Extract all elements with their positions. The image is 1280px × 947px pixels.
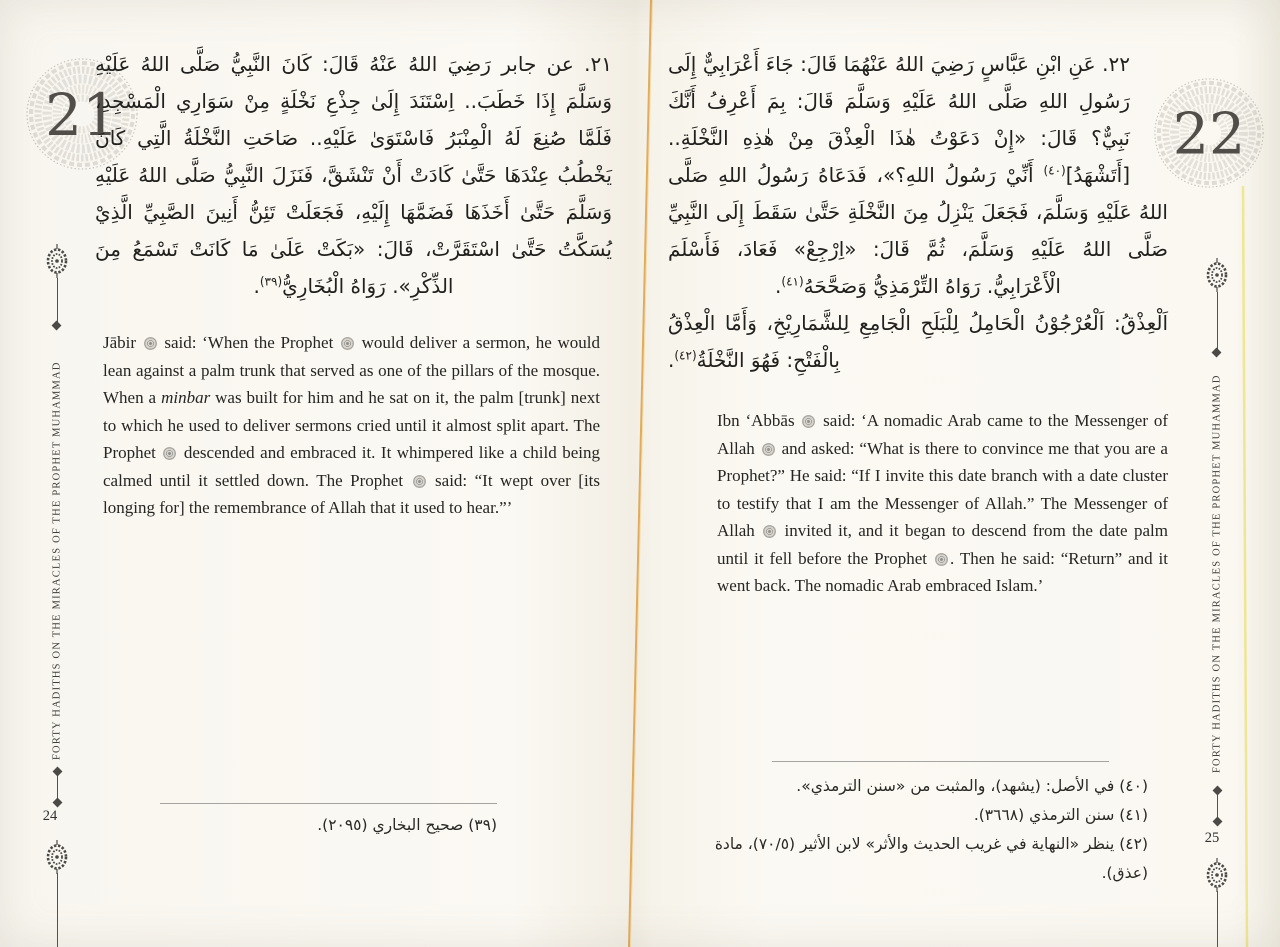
footnote-divider <box>160 803 497 804</box>
footnote: (٤٢) ينظر «النهاية في غريب الحديث والأثر» لابن الأثير (٧٠/٥)، مادة (عذق). <box>714 835 1148 882</box>
footnote-divider <box>772 761 1109 762</box>
honorific-seal-icon <box>144 337 157 350</box>
footnote-marker: (٣٩) <box>259 274 283 289</box>
english-translation: Jābir said: ‘When the Prophet would deliver a sermon, he would lean against a palm trunk that served as one of the pillars of the mosque. When a minbar was built for him and he sat on it, the palm [trunk] next to which he used to deliver sermons cried until it almost split apart. The Prophet descended and embraced it. It whimpered like a child being calmed until it settled down. The Prophet said: “It wept over [its longing for] the remembrance of Allah that it used to hear.”’ <box>103 333 601 517</box>
footnote-marker: (٤٠) <box>1043 163 1066 178</box>
honorific-seal-icon <box>163 447 176 460</box>
sidebar-book-title: FORTY HADITHS ON THE MIRACLES OF THE PROPHET MUHAMMAD <box>1211 374 1223 774</box>
page-number: 24 <box>42 808 58 824</box>
honorific-seal-icon <box>341 337 354 350</box>
footnote: (٤٠) في الأصل: (يشهد)، والمثبت من «سنن الترمذي». <box>796 777 1148 795</box>
rosette-ornament-icon <box>44 244 70 278</box>
footnote: (٤١) سنن الترمذي (٣٦٦٨). <box>973 806 1148 824</box>
footnote-marker: (٤٢) <box>674 348 697 363</box>
ornament-stem <box>1217 292 1219 350</box>
right-page-text-column <box>668 46 1168 600</box>
english-translation: Ibn ‘Abbās said: ‘A nomadic Arab came to the Messenger of Allah and asked: “What is there to convince me that you are a Prophet?” He said: “If I invite this date branch with a date cluster to testify that I am the Messenger of Allah.” The Messenger of Allah invited it, and it began to descend from the date palm until it fell before the Prophet . Then he said: “Return” and it went back. The nomadic Arab embraced Islam.’ <box>717 411 1168 595</box>
arabic-gloss-text: اَلْعِذْقُ: اَلْعُرْجُوْنُ الْحَامِلُ لِلْبَلَحِ الْجَامِعِ لِلشَّمَارِيْخِ، وَأَمَّا الْعِذْقُ بِالْفَتْحِ: فَهُوَ النَّخْلَةُ$^{(٤٢)}$. <box>668 311 1168 372</box>
rosette-ornament-icon <box>44 840 70 874</box>
diamond-ornament-icon <box>1212 786 1222 796</box>
hadith-22-medallion <box>1152 76 1266 195</box>
diamond-ornament-icon <box>1212 817 1222 827</box>
ornament-stem <box>57 278 59 324</box>
page-number: 25 <box>1204 830 1220 846</box>
hadith-number: 22 <box>1172 101 1246 168</box>
honorific-seal-icon <box>802 415 815 428</box>
arabic-hadith-text: ٢١. عن جابر رَضِيَ اللهُ عَنْهُ قَالَ: كَانَ النَّبِيُّ صَلَّى اللهُ عَلَيْهِ وَسَلَّمَ إِذَا خَطَبَ.. اِسْتَنَدَ إِلَىٰ جِذْعِ نَخْلَةٍ مِنْ سَوَارِي الْمَسْجِدِ، فَلَمَّا صُنِعَ لَهُ الْمِنْبَرُ فَاسْتَوَىٰ عَلَيْهِ.. صَاحَتِ النَّخْلَةُ الَّتِي كَانَ يَخْطُبُ عِنْدَهَا حَتَّىٰ كَادَتْ أَنْ تَنْشَقَّ، فَنَزَلَ النَّبِيُّ صَلَّى اللهُ عَلَيْهِ وَسَلَّمَ حَتَّىٰ أَخَذَهَا فَضَمَّهَا إِلَيْهِ، فَجَعَلَتْ تَئِنُّ أَنِينَ الصَّبِيِّ الَّذِيْ يُسَكَّتُ حَتَّىٰ اسْتَقَرَّتْ، قَالَ: «بَكَتْ عَلَىٰ مَا كَانَتْ تَسْمَعُ مِنَ الذِّكْرِ». رَوَاهُ الْبُخَارِيُّ$^{(٣٩)}$. <box>95 52 612 298</box>
ornament-stem <box>1217 891 1219 947</box>
diamond-ornament-icon <box>52 798 62 808</box>
sidebar-book-title: FORTY HADITHS ON THE MIRACLES OF THE PROPHET MUHAMMAD <box>51 361 63 761</box>
footnote-block <box>690 772 1148 888</box>
footnote-marker: (٤١) <box>781 274 804 289</box>
footnote: (٣٩) صحيح البخاري (٢٠٩٥). <box>317 816 497 834</box>
honorific-seal-icon <box>763 525 776 538</box>
ornament-stem <box>57 873 59 947</box>
rosette-ornament-icon <box>1204 858 1230 892</box>
medallion-ornament <box>1152 76 1266 190</box>
gutter-highlight-line <box>631 0 653 947</box>
honorific-seal-icon <box>762 443 775 456</box>
rosette-ornament-icon <box>1204 258 1230 292</box>
diamond-ornament-icon <box>52 767 62 777</box>
diamond-ornament-icon <box>1212 348 1222 358</box>
page-edge-line <box>1243 186 1247 947</box>
arabic-hadith-text: ٢٢. عَنِ ابْنِ عَبَّاسٍ رَضِيَ اللهُ عَنْهُمَا قَالَ: جَاءَ أَعْرَابِيٌّ إِلَى رَسُولِ اللهِ صَلَّى اللهُ عَلَيْهِ وَسَلَّمَ قَالَ: بِمَ أَعْرِفُ أَنَّكَ نَبِيٌّ؟ قَالَ: «إِنْ دَعَوْتُ هٰذَا الْعِذْقَ مِنْ هٰذِهِ النَّخْلَةِ.. [أَتَشْهَدُ]$^{(٤٠)}$ أَنِّيْ رَسُولُ اللهِ؟»، فَدَعَاهُ رَسُولُ اللهِ صَلَّى اللهُ عَلَيْهِ وَسَلَّمَ، فَجَعَلَ يَنْزِلُ مِنَ النَّخْلَةِ حَتَّىٰ سَقَطَ إِلَى النَّبِيِّ صَلَّى اللهُ عَلَيْهِ وَسَلَّمَ، ثُمَّ قَالَ: «اِرْجِعْ» فَعَادَ، فَأَسْلَمَ الْأَعْرَابِيُّ. رَوَاهُ التِّرْمَذِيُّ وَصَحَّحَهُ$^{(٤١)}$. <box>668 46 1168 305</box>
diamond-ornament-icon <box>52 321 62 331</box>
left-page-text-column <box>95 46 612 522</box>
honorific-seal-icon <box>935 553 948 566</box>
gutter-line <box>629 0 651 947</box>
honorific-seal-icon <box>413 475 426 488</box>
hadith-number: 21 <box>45 81 119 149</box>
medallion-text-wrap-spacer <box>1130 46 1168 158</box>
